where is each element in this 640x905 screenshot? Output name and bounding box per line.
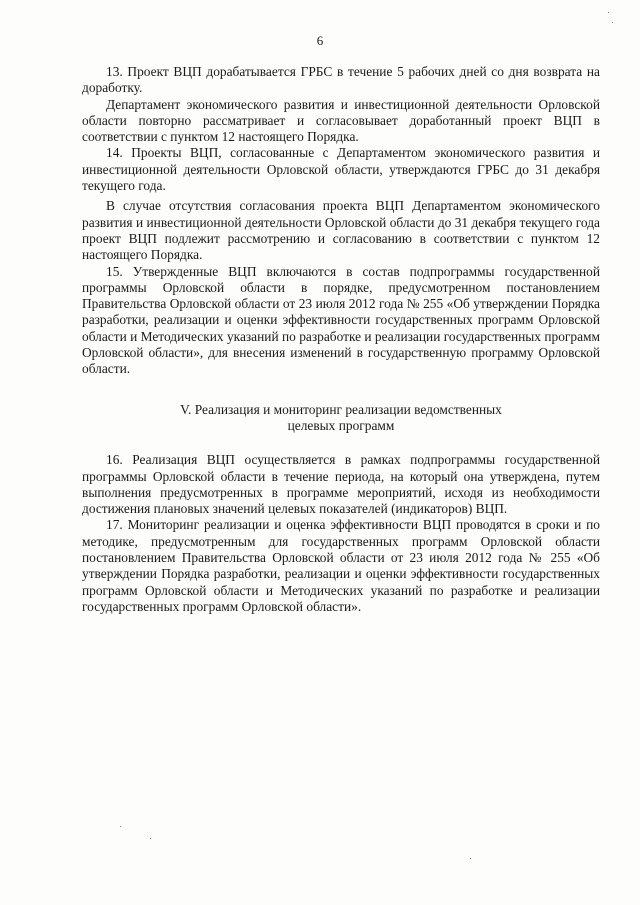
section-heading (82, 402, 600, 435)
scan-speck (612, 22, 613, 23)
scan-speck (120, 826, 121, 827)
page-number: 6 (316, 33, 324, 48)
paragraph-16: 16. Реализация ВЦП осуществляется в рамках подпрограммы государственной программы Орловской области в течение периода, на который она утверждена, путем выполнения предусмотренных в программе мероприятий, исходя из необходимости достижения плановых значений целевых показателей (индикаторов) ВЦП. (82, 452, 600, 517)
scan-speck (608, 12, 609, 13)
section-heading-line-1: V. Реализация и мониторинг реализации ведомственных (180, 401, 502, 417)
paragraph-14-cont: В случае отсутствия согласования проекта ВЦП Департаментом экономического развития и инвестиционной деятельности Орловской области до 31 декабря текущего года проект ВЦП подлежит рассмотрению и согласованию в соответствии с пунктом 12 настоящего Порядка. (82, 198, 600, 263)
scan-speck (150, 838, 151, 839)
paragraph-13: 13. Проект ВЦП дорабатывается ГРБС в течение 5 рабочих дней со дня возврата на доработку. (82, 64, 600, 96)
paragraph-17: 17. Мониторинг реализации и оценка эффективности ВЦП проводятся в сроки и по методике, предусмотренным для государственных программ Орловской области постановлением Правительства Орловской области от 23 июля 2012 года № 255 «Об утверждении Порядка разработки, реализации и оценки эффективности государственных программ Орловской области и Методических указаний по разработке и реализации государственных программ Орловской области». (82, 517, 600, 614)
scan-speck (470, 858, 471, 859)
paragraph-13-cont: Департамент экономического развития и инвестиционной деятельности Орловской области повторно рассматривает и согласовывает доработанный проект ВЦП в соответствии с пунктом 12 настоящего Порядка. (82, 96, 600, 145)
paragraph-14: 14. Проекты ВЦП, согласованные с Департаментом экономического развития и инвестиционной деятельности Орловской области, утверждаются ГРБС до 31 декабря текущего года. (82, 145, 600, 194)
paragraph-15: 15. Утвержденные ВЦП включаются в состав подпрограммы государственной программы Орловской области в порядке, предусмотренном постановлением Правительства Орловской области от 23 июля 2012 года № 255 «Об утверждении Порядка разработки, реализации и оценки эффективности государственных программ Орловской области и Методических указаний по разработке и реализации государственных программ Орловской области», для внесения изменений в государственную программу Орловской области. (82, 263, 600, 377)
section-heading-line-2: целевых программ (287, 417, 395, 433)
document-body (82, 64, 600, 615)
